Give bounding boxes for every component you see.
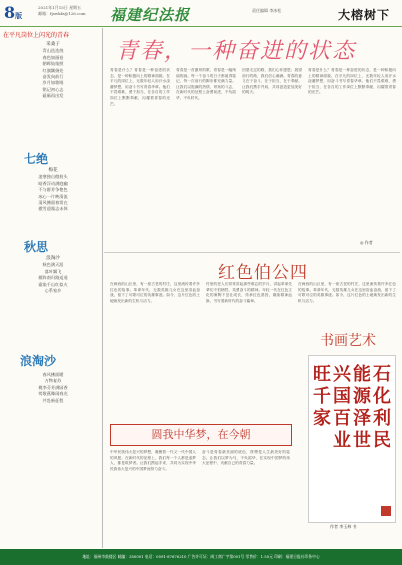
section-heading-3: 浪淘沙 xyxy=(20,354,57,368)
poem-line: 共赴新征程 xyxy=(42,397,64,403)
poem-line: 青山迭迭绕 xyxy=(42,48,64,54)
poem-line: 霜染千山红似火 xyxy=(38,281,68,287)
main-article-col-1: 青春是什么？青春是一种奋进的状态，是一种积极向上的精神面貌。在平凡的岗位上，无数年轻人用汗水浇灌梦想，用奋斗书写青春华章。他们不畏艰难，勇于担当，在各自的工作岗位上默默奉献，闪耀着青春的光芒。 xyxy=(110,68,170,106)
main-headline: 青春，一种奋进的状态 xyxy=(116,39,357,64)
newspaper-brand: 福建纪法报 xyxy=(110,6,191,24)
section-heading-1: 七绝 xyxy=(24,152,49,166)
poem-line: 岁月如歌唱 xyxy=(42,80,64,86)
poem-line: 莺歌燕舞闹春光 xyxy=(38,391,68,397)
poem-line: 秋色满天涯 xyxy=(42,262,64,268)
issue-date: 2021年1月15日 星期五 邮箱：fjswkfz@126.com xyxy=(38,5,86,16)
poem-line: 朝晖灿灿照 xyxy=(42,61,64,67)
poem-line: 红旗飘扬处 xyxy=(42,67,64,73)
calligraphy-column: 能源泽世 xyxy=(353,364,371,451)
second-headline: 红色伯公四 xyxy=(218,263,308,283)
page-header xyxy=(0,0,402,26)
poem-1-title: 采桑子 xyxy=(46,42,60,47)
art-section-title: 书画艺术 xyxy=(320,333,376,349)
calligraphy-column: 旺千家 xyxy=(313,364,331,429)
section-title: 大榕树下 xyxy=(338,8,391,22)
poem-line: 落叶飘飞 xyxy=(44,268,62,274)
third-headline-box xyxy=(110,424,292,446)
main-article-col-4: 青春是什么？青春是一种奋进的状态，是一种积极向上的精神面貌。在平凡的岗位上，无数年轻人用汗水浇灌梦想，用奋斗书写青春华章。他们不畏艰难，勇于担当，在各自的工作岗位上默默奉献，闪耀着青春的光芒。 xyxy=(308,68,396,95)
calligraphy-column: 石化利民 xyxy=(373,364,391,451)
poem-line: 心系家乡 xyxy=(44,288,62,294)
poem-line: 桃李芬芳满园香 xyxy=(38,384,68,390)
poem-line: 傲雪迎霜志未休 xyxy=(38,206,68,212)
poem-line: 清风拂面春常在 xyxy=(38,200,68,206)
editors-line: 责任编辑 李冰松 xyxy=(252,8,282,13)
second-article-col-2: 村里的老人们常常讲起那些难忘的岁月，讲起革命先辈们不怕牺牲、英勇奋斗的精神。年轻一代在红色文化的熏陶下茁壮成长，传承红色基因，赓续精神血脉，书写着新时代的奋斗篇章。 xyxy=(206,282,292,303)
header-divider xyxy=(0,26,402,27)
calligraphy-column: 兴国百业 xyxy=(333,364,351,451)
page-number: 8版 xyxy=(4,3,23,22)
seal-stamp-icon xyxy=(381,506,391,516)
main-article-col-2: 青春是一首激昂的歌，青春是一幅绚丽的画。每一个奋斗的日子都值得铭记，每一次前行的脚步都充满力量。让我们以饱满的热情，昂扬的斗志，在新时代的征程上奋勇前进，不负韶华，不负时代。 xyxy=(176,68,236,100)
second-article-col-1: 在闽西的山区里，有一座古老的村庄，这里流传着许多红色的故事。革命年代，无数英雄儿女在这里浴血奋战，留下了可歌可泣的英雄事迹。如今，这片红色的土地焕发出新的生机与活力。 xyxy=(110,282,200,303)
main-article-col-3: 回望走过的路，我们心怀感恩；展望前行的路，我们信心满满。青春的意义在于奋斗，在于担当，在于奉献。让我们携手并肩，共同创造更加美好的明天。 xyxy=(242,68,302,95)
poem-3-title: 浪淘沙 xyxy=(46,256,60,261)
calligraphy-artwork xyxy=(308,355,396,523)
poem-line: 铭记初心志 xyxy=(42,86,64,92)
section-heading-2: 秋思 xyxy=(24,240,49,254)
poem-line: 万物复苏 xyxy=(44,378,62,384)
article-divider xyxy=(104,252,400,253)
poem-line: 春风拂面暖 xyxy=(42,372,64,377)
third-article-col-1: 中华民族伟大复兴的梦想，凝聚着一代又一代中国人的夙愿。在新时代的征程上，我们每一个人都是追梦人，都是筑梦者。让我们携起手来，共同为实现中华民族伟大复兴的中国梦而努力奋斗。 xyxy=(110,450,196,471)
poem-line: 砥砺再出发 xyxy=(42,93,64,99)
art-author: 作者 李玉林 书 xyxy=(330,524,357,529)
poem-line: 春色如画卷 xyxy=(42,54,64,60)
main-article-author: ◎ 作者 xyxy=(360,240,373,245)
poem-1 xyxy=(8,42,98,100)
poem-line: 奋发向前行 xyxy=(42,74,64,80)
poem-line: 凌寒独自傲枝头 xyxy=(38,174,68,180)
poem-2 xyxy=(8,168,98,213)
poem-2-title: 梅花 xyxy=(48,168,58,173)
second-article-col-3: 在闽西的山区里，有一座古老的村庄，这里流传着许多红色的故事。革命年代，无数英雄儿女在这里浴血奋战，留下了可歌可泣的英雄事迹。如今，这片红色的土地焕发出新的生机与活力。 xyxy=(298,282,396,303)
poem-line: 不与群芳争艳色 xyxy=(38,187,68,193)
poem-line: 暗香浮动满庭幽 xyxy=(38,180,68,186)
poem-line: 冰心一片映清流 xyxy=(38,193,68,199)
poem-4 xyxy=(8,372,98,404)
third-headline: 圆我中华梦，在今朝 xyxy=(151,428,251,441)
left-column-title: 在平凡岗位上闪光的青春 xyxy=(3,32,70,39)
poem-line: 雁阵南归路迢遥 xyxy=(38,275,68,281)
page-footer: 地址：福州市鼓楼区 邮编：350001 电话：0591-87676210 广告许可证：闽工商广字第001号 零售价：1.50元 印刷：福建日报社印务中心 xyxy=(0,549,402,565)
poem-3 xyxy=(8,256,98,294)
third-article-col-2: 奋斗是青春最亮丽的底色，拼搏是人生最美好的姿态。让我们以梦为马，不负韶华，在实现中国梦的伟大征程中，贡献自己的青春力量。 xyxy=(202,450,290,466)
